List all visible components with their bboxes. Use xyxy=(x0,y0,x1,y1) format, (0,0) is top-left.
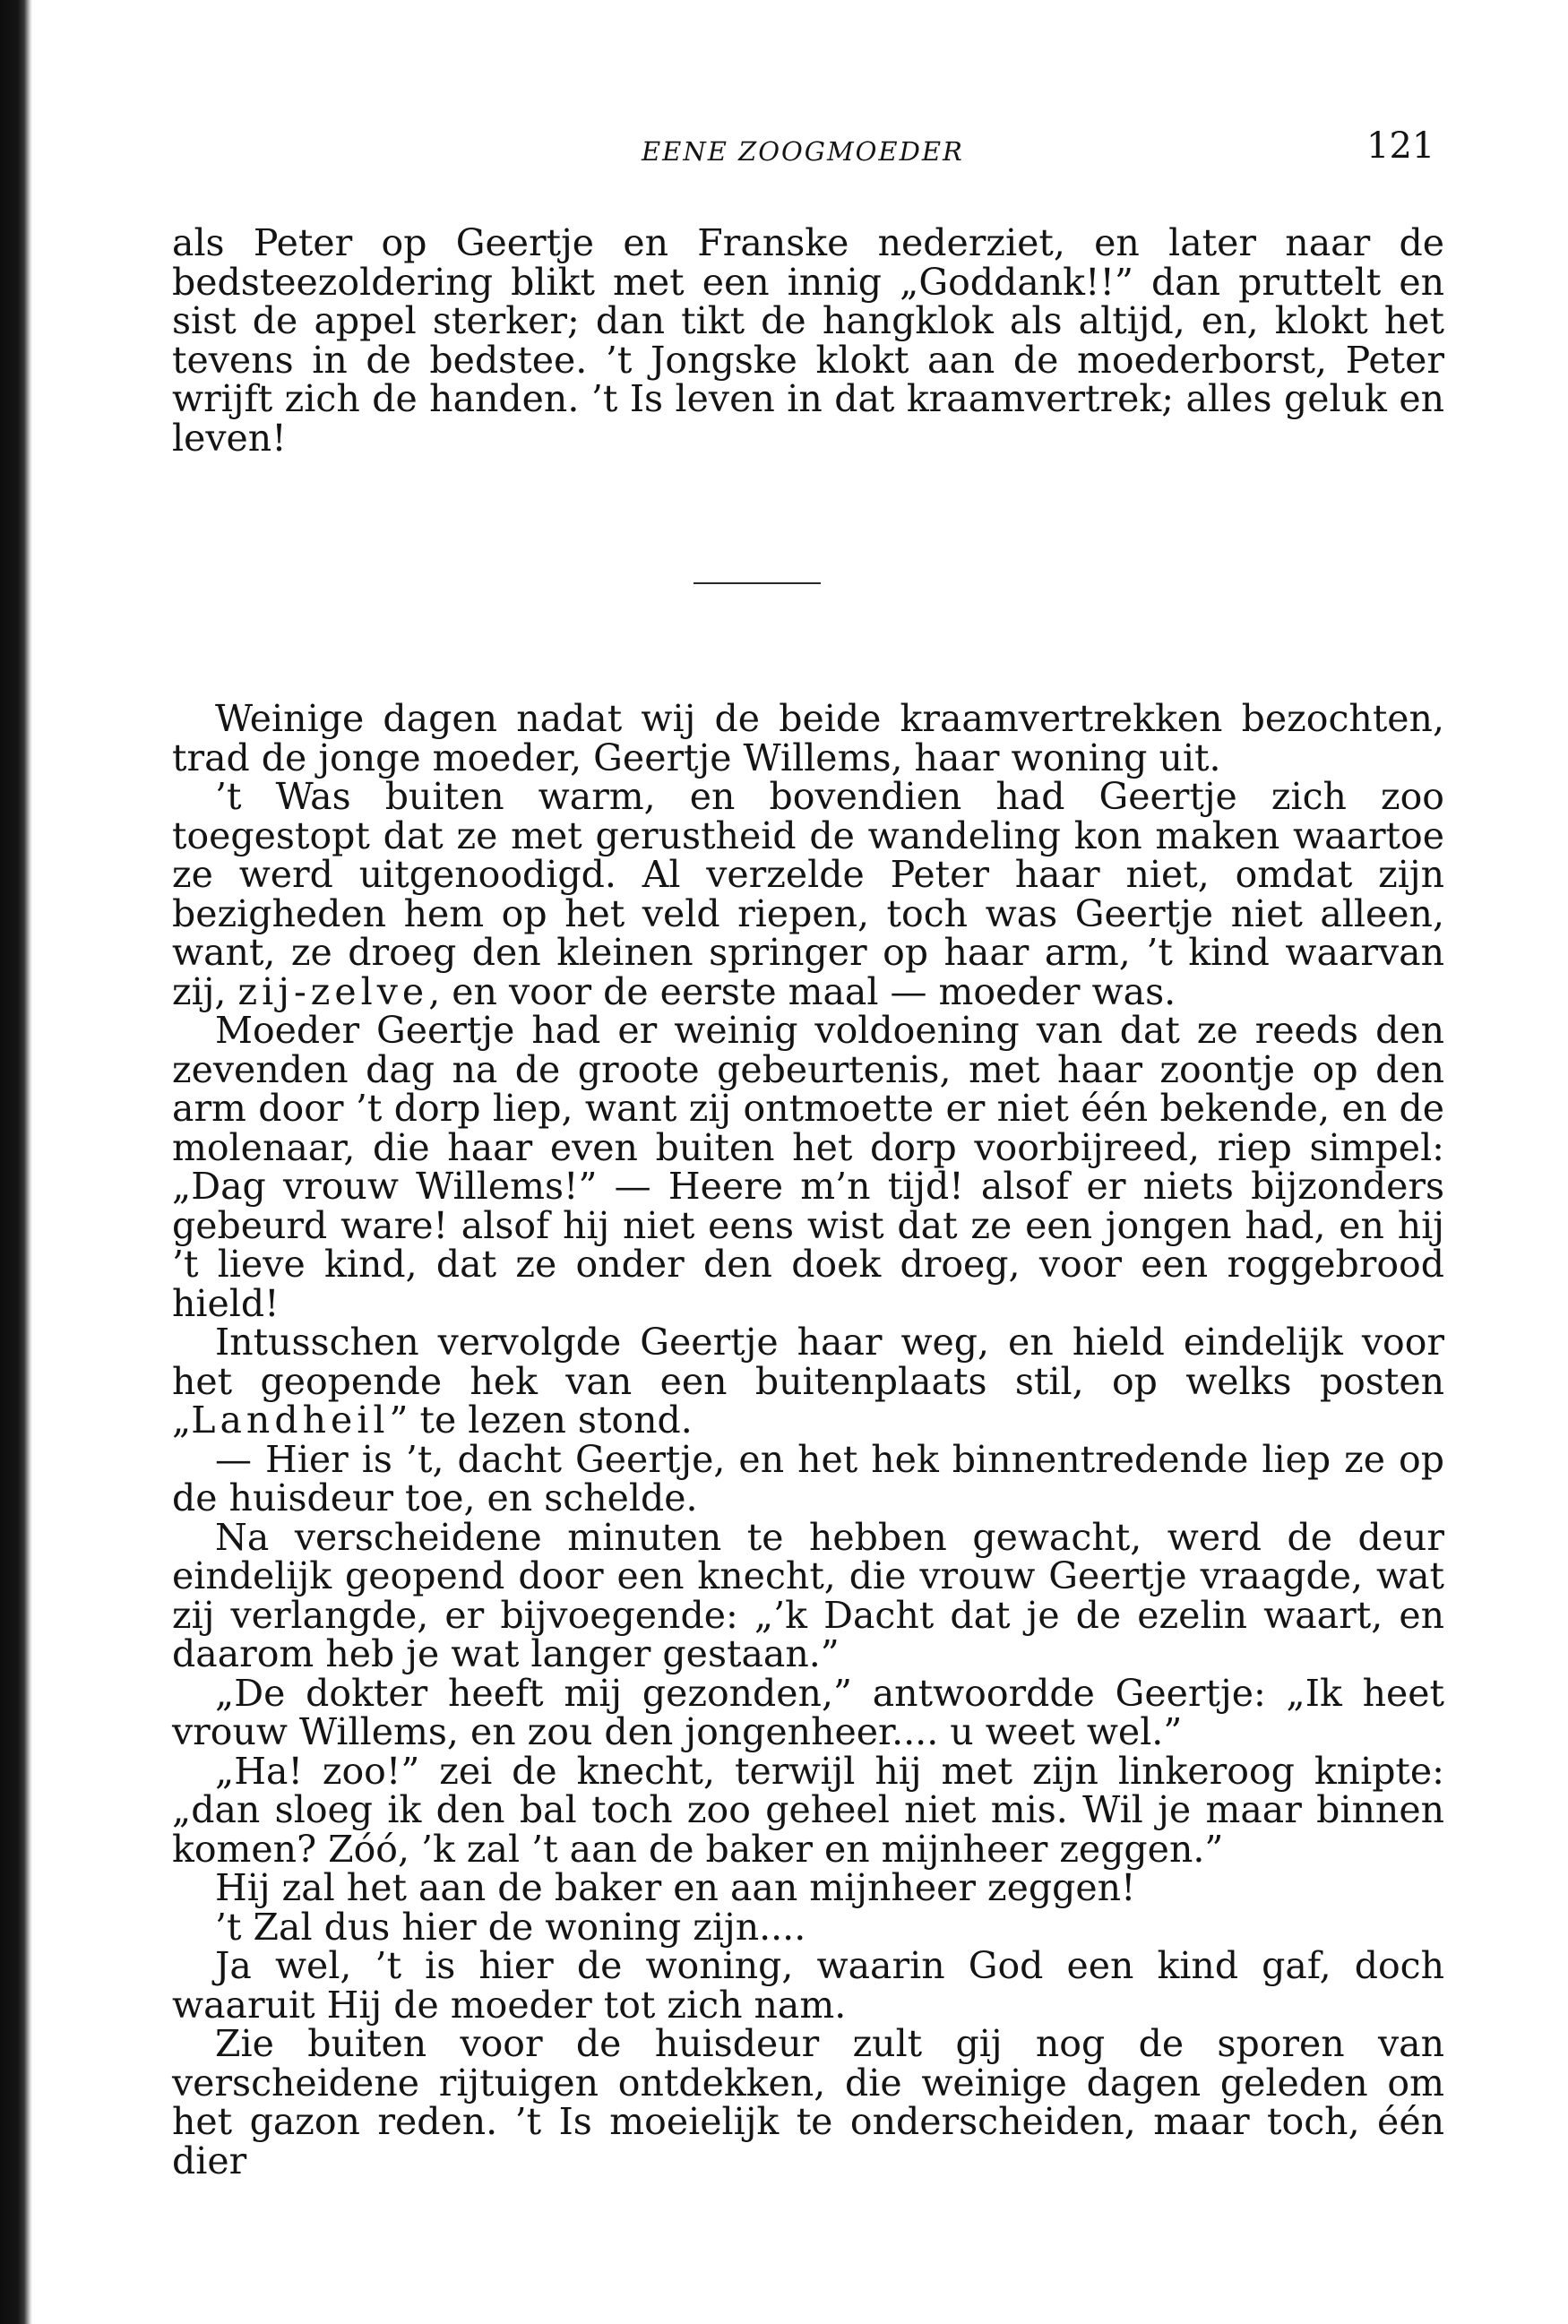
paragraph: Na verscheidene minuten te hebben gewacht, werd de deur eindelijk geopend door een knecht, die vrouw Geertje vraagde, wat zij verlangde, er bijvoegende: „’k Dacht dat je de ezelin waart, en daarom heb je wat langer gestaan.” xyxy=(172,1515,1444,1675)
paragraph: Moeder Geertje had er weinig voldoening van dat ze reeds den zevenden dag na de groote gebeurtenis, met haar zoontje op den arm door ’t dorp liep, want zij ontmoette er niet één bekende, en de molenaar, die haar even buiten het dorp voorbijreed, riep simpel: „Dag vrouw Willems!” — Heere m’n tijd! alsof er niets bijzonders gebeurd ware! alsof hij niet eens wist dat ze een jongen had, en hij ’t lieve kind, dat ze onder den doek droeg, voor een roggebrood hield! xyxy=(172,1009,1444,1325)
paragraph: Hij zal het aan de baker en aan mijnheer zeggen! xyxy=(215,1866,1136,1909)
paragraph: ’t Zal dus hier de woning zijn.... xyxy=(215,1905,806,1949)
paragraph-text: , en voor de eerste maal — moeder was. xyxy=(428,969,1176,1013)
scan-binding-edge xyxy=(0,0,32,2324)
page-number: 121 xyxy=(1366,125,1435,167)
paragraph: — Hier is ’t, dacht Geertje, en het hek binnentredende liep ze op de huisdeur toe, en schelde. xyxy=(172,1437,1444,1519)
paragraph-block-main xyxy=(172,697,1444,2182)
running-title: EENE ZOOGMOEDER xyxy=(642,136,964,167)
emphasized-word: Landheil xyxy=(191,1399,390,1442)
paragraph: Zie buiten voor de huisdeur zult gij nog de sporen van verscheidene rijtuigen ontdekken, die weinige dagen geleden om het gazon reden. ’t Is moeielijk te onderscheiden, maar toch, één dier xyxy=(172,2022,1444,2182)
paragraph xyxy=(172,1323,1444,1441)
paragraph: Weinige dagen nadat wij de beide kraamvertrekken bezochten, trad de jonge moeder, Geertje Willems, haar woning uit. xyxy=(172,697,1444,779)
paragraph: „De dokter heeft mij gezonden,” antwoordde Geertje: „Ik heet vrouw Willems, en zou den jongenheer.... u weet wel.” xyxy=(172,1671,1444,1753)
paragraph-text: ’t Was buiten warm, en bovendien had Geertje zich zoo toegestopt dat ze met gerustheid de wandeling kon maken waartoe ze werd uitgenoodigd. Al verzelde Peter haar niet, omdat zijn bezigheden hem op het veld riepen, toch was Geertje niet alleen, want, ze droeg den kleinen springer op haar arm, ’t kind waarvan zij, xyxy=(172,775,1444,1013)
paragraph-text: Intusschen vervolgde Geertje haar weg, en hield eindelijk voor het geopende hek van een buitenplaats stil, op welks posten „ xyxy=(172,1321,1444,1442)
emphasized-word: zij-zelve xyxy=(237,969,429,1013)
paragraph: „Ha! zoo!” zei de knecht, terwijl hij met zijn linkeroog knipte: „dan sloeg ik den bal toch zoo geheel niet mis. Wil je maar binnen komen? Zóó, ’k zal ’t aan de baker en mijnheer zeggen.” xyxy=(172,1749,1444,1871)
paragraph: als Peter op Geertje en Franske nederziet, en later naar de bedsteezoldering blikt met een innig „Goddank!!” dan pruttelt en sist de appel sterker; dan tikt de hangklok als altijd, en, klokt het tevens in de bedstee. ’t Jongske klokt aan de moederborst, Peter wrijft zich de handen. ’t Is leven in dat kraamvertrek; alles geluk en leven! xyxy=(172,221,1444,460)
section-divider xyxy=(694,582,821,584)
paragraph xyxy=(172,775,1444,1013)
paragraph-text: ” te lezen stond. xyxy=(389,1399,693,1442)
paragraph: Ja wel, ’t is hier de woning, waarin God een kind gaf, doch waaruit Hij de moeder tot zich nam. xyxy=(172,1944,1444,2027)
paragraph-block-top xyxy=(172,221,1444,460)
